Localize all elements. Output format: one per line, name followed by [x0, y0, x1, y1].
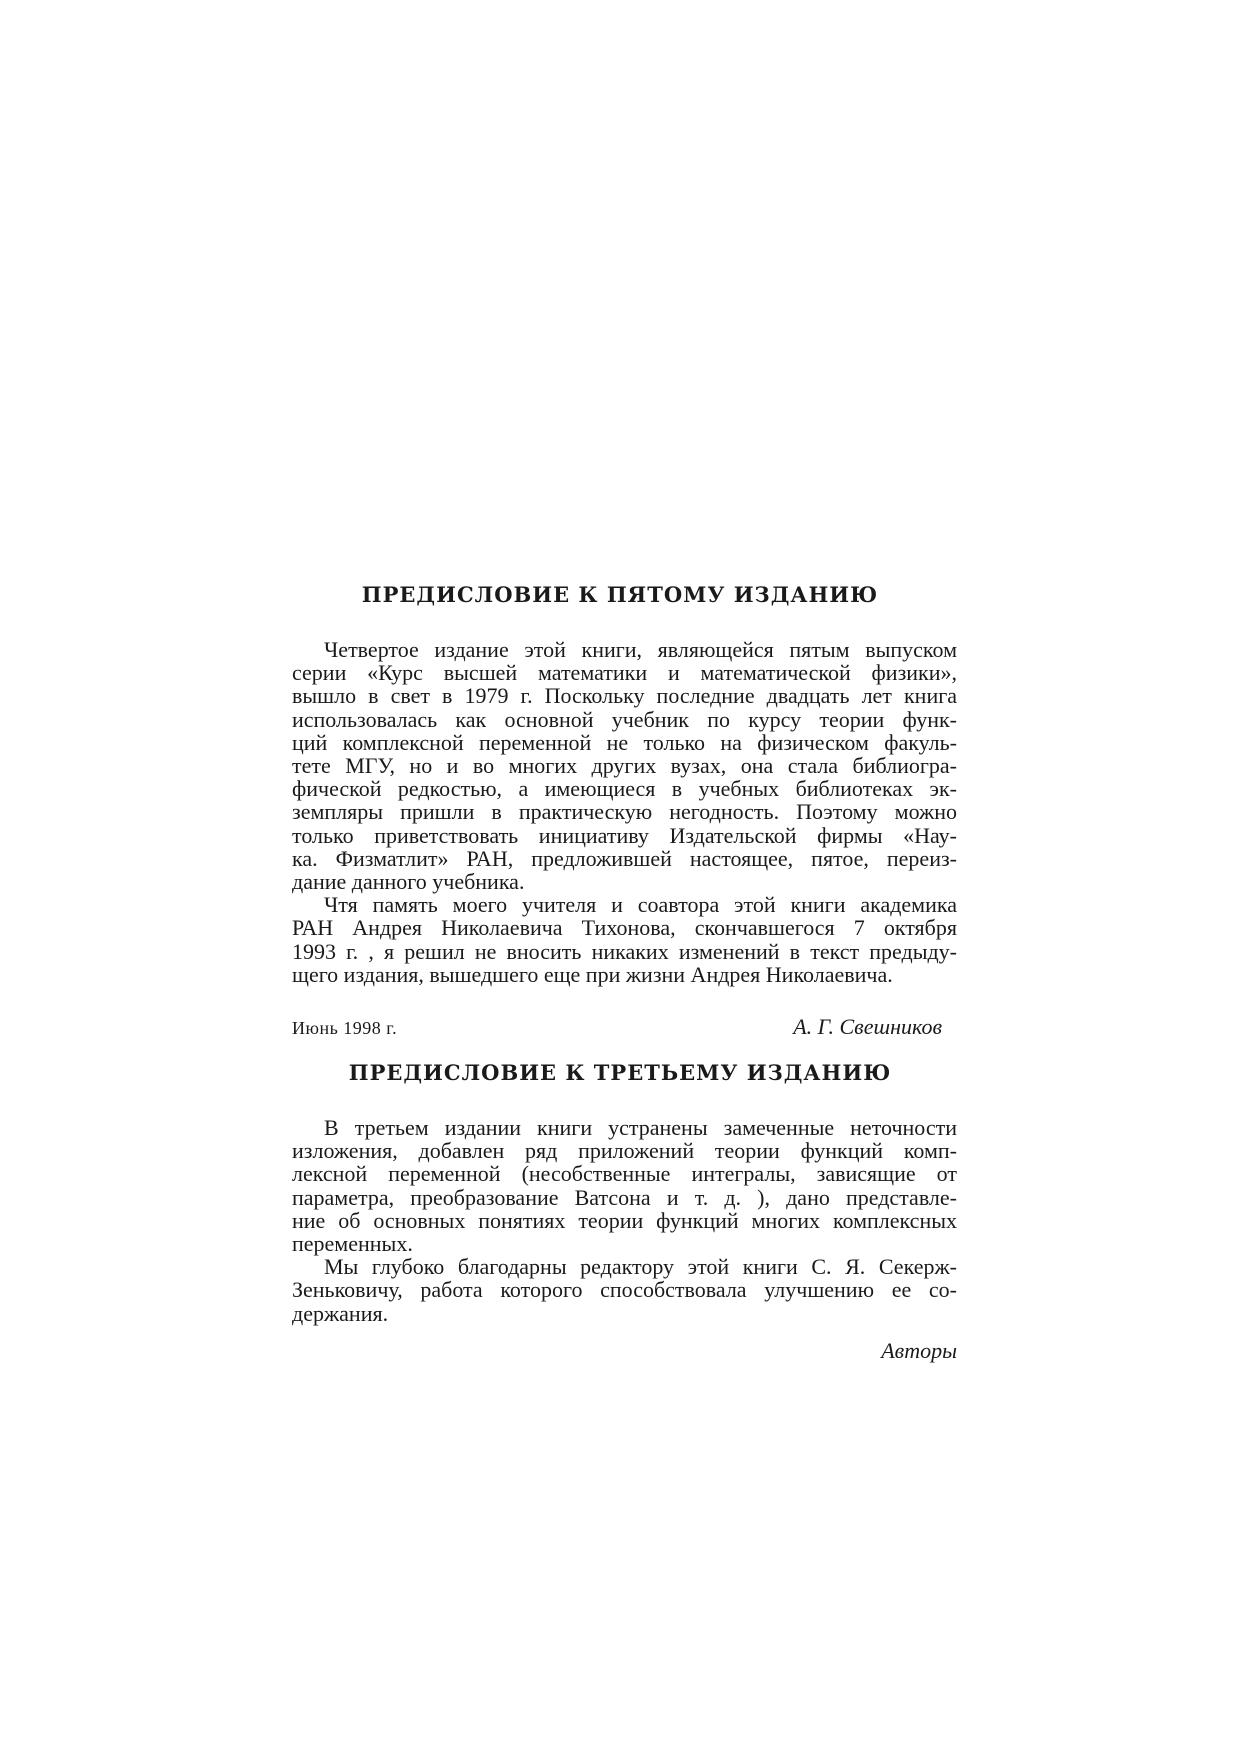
text-line: держания. [292, 1300, 389, 1326]
text-line: ций комплексной переменной не только на физическом факуль- [292, 729, 957, 755]
text-line: Мы глубоко благодарны редактору этой книги С. Я. Секерж- [324, 1254, 957, 1280]
text-line: фической редкостью, а имеющиеся в учебных библиотеках эк- [292, 776, 957, 802]
text-line: дание данного учебника. [292, 869, 525, 895]
text-line: изложения, добавлен ряд приложений теории функций комп- [292, 1138, 957, 1164]
text-line: тете МГУ, но и во многих других вузах, она стала библиогра- [292, 753, 957, 779]
text-line: РАН Андрея Николаевича Тихонова, скончавшегося 7 октября [292, 915, 957, 941]
text-line: параметра, преобразование Ватсона и т. д. ), дано представле- [292, 1184, 957, 1210]
text-line: Чтя память моего учителя и соавтора этой книги академика [324, 892, 957, 918]
text-line: земпляры пришли в практическую негодность. Поэтому можно [292, 799, 957, 825]
text-line: вышло в свет в 1979 г. Поскольку последние двадцать лет книга [292, 683, 957, 709]
text-line: ка. Физматлит» РАН, предложившей настоящее, пятое, переиз- [292, 845, 957, 871]
preface-fifth-edition-body [292, 638, 957, 986]
text-line: только приветствовать инициативу Издательской фирмы «Нау- [292, 822, 957, 848]
text-line: 1993 г. , я решил не вносить никаких изменений в текст предыду- [292, 938, 957, 964]
preface-third-edition-body [292, 1116, 957, 1325]
text-line: щего издания, вышедшего еще при жизни Андрея Николаевича. [292, 961, 893, 987]
text-line: Зеньковичу, работа которого способствовала улучшению ее со- [292, 1277, 957, 1303]
preface-third-edition-title: ПРЕДИСЛОВИЕ К ТРЕТЬЕМУ ИЗДАНИЮ [348, 1060, 892, 1085]
preface-fifth-edition-title: ПРЕДИСЛОВИЕ К ПЯТОМУ ИЗДАНИЮ [361, 582, 879, 607]
text-line: использовалась как основной учебник по курсу теории функ- [292, 706, 957, 732]
preface-third-edition-author: Авторы [881, 1338, 957, 1363]
text-line: ние об основных понятиях теории функций многих комплексных [292, 1207, 957, 1233]
text-line: переменных. [292, 1231, 413, 1257]
text-line: лексной переменной (несобственные интегралы, зависящие от [292, 1161, 957, 1187]
text-line: Четвертое издание этой книги, являющейся пятым выпуском [324, 637, 957, 662]
preface-fifth-edition-date: Июнь 1998 г. [292, 1018, 398, 1038]
text-line: В третьем издании книги устранены замеченные неточности [324, 1115, 957, 1140]
preface-fifth-edition-author: А. Г. Свешников [793, 1014, 942, 1039]
text-line: серии «Курс высшей математики и математической физики», [292, 660, 957, 686]
